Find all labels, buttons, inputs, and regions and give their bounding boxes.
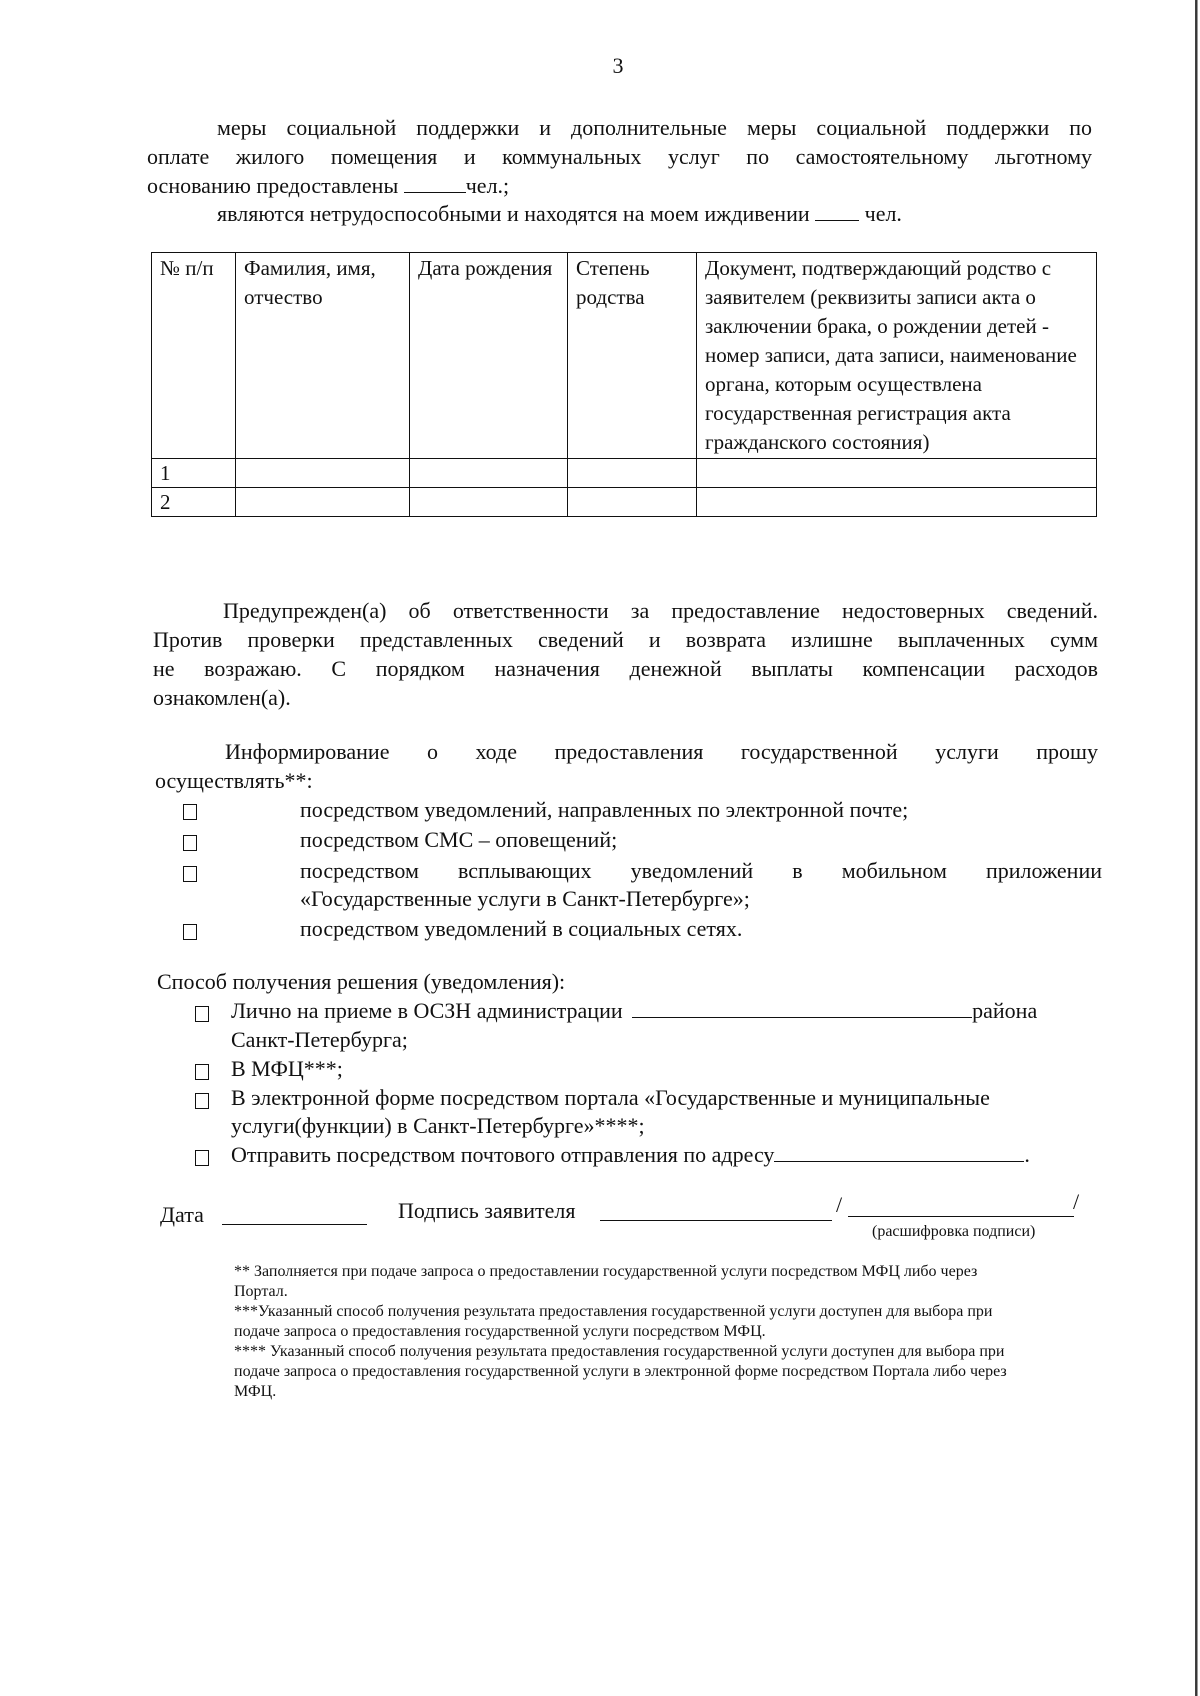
date-blank[interactable]: [222, 1206, 367, 1225]
option-social-label: посредством уведомлений в социальных сетях.: [300, 916, 743, 941]
option-mail-label: Отправить посредством почтового отправления по адресу: [231, 1142, 775, 1167]
col-header-number: № п/п: [152, 253, 236, 459]
option-portal-label-2: услуги(функции) в Санкт-Петербурге»****;: [231, 1113, 645, 1138]
footnote-2-line-1: ***Указанный способ получения результата предоставления государственной услуги доступен для выбора при: [234, 1303, 993, 1320]
col-header-full-name: Фамилия, имя, отчество: [236, 253, 410, 459]
option-in-person-city: Санкт-Петербурга;: [231, 1027, 408, 1052]
col-header-document: Документ, подтверждающий родство с заявителем (реквизиты записи акта о заключении брака, о рождении детей - номер записи, дата записи, наименование органа, которым осуществлена государственная регистрация акта гражданского состояния): [697, 253, 1097, 459]
option-in-person-label: Лично на приеме в ОСЗН администрации: [231, 998, 623, 1023]
checkbox-mail[interactable]: [195, 1150, 209, 1166]
slash-left: /: [836, 1192, 843, 1217]
footnote-1: [234, 1262, 1109, 1402]
checkbox-social[interactable]: [183, 924, 197, 940]
option-in-person-district: района: [972, 998, 1038, 1023]
table-row: [152, 459, 1097, 488]
page-number: 3: [612, 53, 624, 78]
intro-line-3-unit: чел.;: [465, 173, 510, 198]
intro-line-4-unit: чел.: [864, 201, 902, 226]
checkbox-sms[interactable]: [183, 835, 197, 851]
warning-line-3: не возражаю. С порядком назначения денежной выплаты компенсации расходов: [153, 656, 1098, 681]
table-row: [152, 488, 1097, 517]
intro-line-3: [147, 172, 1092, 200]
slash-right: /: [1073, 1189, 1080, 1214]
row-number-cell: 2: [152, 488, 236, 517]
table-header-row: [152, 253, 1097, 459]
intro-line-2: оплате жилого помещения и коммунальных услуг по самостоятельному льготному: [147, 144, 1092, 169]
address-blank[interactable]: [774, 1143, 1024, 1162]
option-mail: Отправить посредством почтового отправления по адресу .: [231, 1142, 1030, 1167]
table-cell[interactable]: [568, 488, 697, 517]
checkbox-mobile-push[interactable]: [183, 866, 197, 882]
footnote-3-line-1: **** Указанный способ получения результата предоставления государственной услуги доступен для выбора при: [234, 1343, 1005, 1360]
option-portal-label: В электронной форме посредством портала «Государственные и муниципальные: [231, 1085, 990, 1110]
signature-label: Подпись заявителя: [398, 1198, 576, 1223]
disabled-count-blank[interactable]: [815, 202, 859, 221]
option-in-person: [231, 997, 1101, 1025]
footnote-3-line-3: МФЦ.: [234, 1383, 277, 1400]
option-sms-label: посредством СМС – оповещений;: [300, 827, 618, 852]
signature-decode-label: (расшифровка подписи): [872, 1223, 1036, 1240]
checkbox-portal[interactable]: [195, 1093, 209, 1109]
option-email-label: посредством уведомлений, направленных по электронной почте;: [300, 797, 909, 822]
intro-line-3-text: основанию предоставлены: [147, 173, 399, 198]
footnote-1-line-2: Портал.: [234, 1283, 288, 1300]
intro-line-4-text: являются нетрудоспособными и находятся на моем иждивении: [217, 201, 810, 226]
dependents-count-blank[interactable]: [404, 174, 466, 193]
family-members-table: [151, 252, 1097, 517]
intro-line-1: меры социальной поддержки и дополнительные меры социальной поддержки по: [217, 115, 1092, 140]
col-header-birth-date: Дата рождения: [410, 253, 568, 459]
warning-line-1: Предупрежден(а) об ответственности за предоставление недостоверных сведений.: [223, 598, 1098, 623]
inform-line-2: осуществлять**:: [155, 768, 313, 793]
inform-line-1: Информирование о ходе предоставления государственной услуги прошу: [225, 739, 1098, 764]
option-mobile-push-label-2: «Государственные услуги в Санкт-Петербурге»;: [300, 886, 750, 911]
table-cell[interactable]: [568, 459, 697, 488]
footnote-2-line-2: подаче запроса о предоставления государственной услуги посредством МФЦ.: [234, 1323, 766, 1340]
signature-decode-blank[interactable]: [848, 1198, 1074, 1217]
table-cell[interactable]: [236, 488, 410, 517]
warning-line-2: Против проверки представленных сведений и возврата излишне выплаченных сумм: [153, 627, 1098, 652]
scan-edge-line: [1192, 0, 1200, 1696]
row-number-cell: 1: [152, 459, 236, 488]
table-cell[interactable]: [410, 488, 568, 517]
option-mfc-label: В МФЦ***;: [231, 1056, 343, 1081]
table-cell[interactable]: [236, 459, 410, 488]
table-cell[interactable]: [697, 488, 1097, 517]
signature-blank[interactable]: [600, 1202, 832, 1221]
warning-line-4: ознакомлен(а).: [153, 685, 291, 710]
footnote-1-line-1: ** Заполняется при подаче запроса о предоставлении государственной услуги посредством МФЦ либо через: [234, 1263, 978, 1280]
table-cell[interactable]: [697, 459, 1097, 488]
checkbox-email[interactable]: [183, 804, 197, 820]
intro-line-4: [217, 200, 1097, 228]
footnote-3-line-2: подаче запроса о предоставления государственной услуги в электронной форме посредством Портала либо через: [234, 1363, 1007, 1380]
checkbox-mfc[interactable]: [195, 1064, 209, 1080]
decision-title: Способ получения решения (уведомления):: [157, 969, 566, 994]
date-label: Дата: [160, 1202, 204, 1227]
table-cell[interactable]: [410, 459, 568, 488]
district-blank[interactable]: [632, 999, 972, 1018]
col-header-relationship: Степень родства: [568, 253, 697, 459]
checkbox-in-person[interactable]: [195, 1006, 209, 1022]
option-mobile-push-label: посредством всплывающих уведомлений в мобильном приложении: [300, 858, 1102, 883]
